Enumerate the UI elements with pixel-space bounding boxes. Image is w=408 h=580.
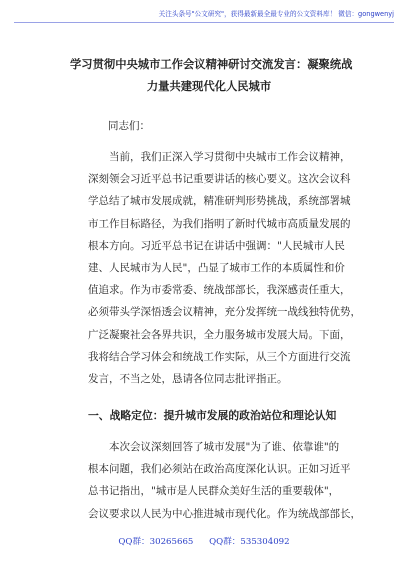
intro-paragraph (88, 146, 361, 390)
paragraph-line: 建、人民城市为人民"，凸显了城市工作的本质属性和价 (88, 261, 345, 274)
title-line-2: 力量共建现代化人民城市 (146, 80, 272, 93)
footer-contact (0, 535, 408, 547)
section-paragraph (88, 436, 361, 525)
paragraph-line: 我将结合学习体会和统战工作实际，从三个方面进行交流 (88, 350, 351, 363)
title-line-1: 学习贯彻中央城市工作会议精神研讨交流发言：凝聚统战 (70, 58, 353, 71)
greeting: 同志们： (108, 120, 150, 132)
paragraph-line: 必须带头学深悟透会议精神，充分发挥统一战线独特优势， (88, 306, 361, 319)
paragraph-line: 学总结了城市发展成就，精准研判形势挑战，系统部署城 (88, 195, 351, 208)
paragraph-line: 发言，不当之处，恳请各位同志批评指正。 (88, 372, 288, 385)
header-divider (14, 22, 394, 23)
paragraph-line: 当前，我们正深入学习贯彻中央城市工作会议精神， (109, 151, 351, 163)
paragraph-line: 会议要求以人民为中心推进城市现代化。作为统战部部长， (88, 507, 361, 520)
header-banner: 关注头条号"公文研究"，获得最新最全最专业的公文资料库！ 微信：gongwenyj (158, 10, 394, 18)
paragraph-line: 深刻领会习近平总书记重要讲话的核心要义。这次会议科 (88, 173, 351, 186)
paragraph-line: 根本方向。习近平总书记在讲话中强调："人民城市人民 (88, 239, 345, 252)
section-heading: 一、战略定位：提升城市发展的政治站位和理论认知 (88, 409, 337, 422)
qq-group-2: QQ群：535304092 (209, 537, 290, 547)
paragraph-line: 值追求。作为市委常委、统战部部长，我深感责任重大， (88, 284, 351, 297)
paragraph-line: 总书记指出，"城市是人民群众美好生活的重要载体"， (88, 485, 340, 498)
paragraph-line: 根本问题，我们必须站在政治高度深化认识。正如习近平 (88, 463, 351, 476)
qq-group-1: QQ群：30265665 (118, 537, 194, 547)
document-title (70, 54, 353, 98)
paragraph-line: 市工作目标路径，为我们指明了新时代城市高质量发展的 (88, 217, 351, 230)
paragraph-line: 广泛凝聚社会各界共识，全力服务城市发展大局。下面， (88, 328, 351, 341)
paragraph-line: 本次会议深刻回答了城市发展"为了谁、依靠谁"的 (109, 441, 340, 453)
